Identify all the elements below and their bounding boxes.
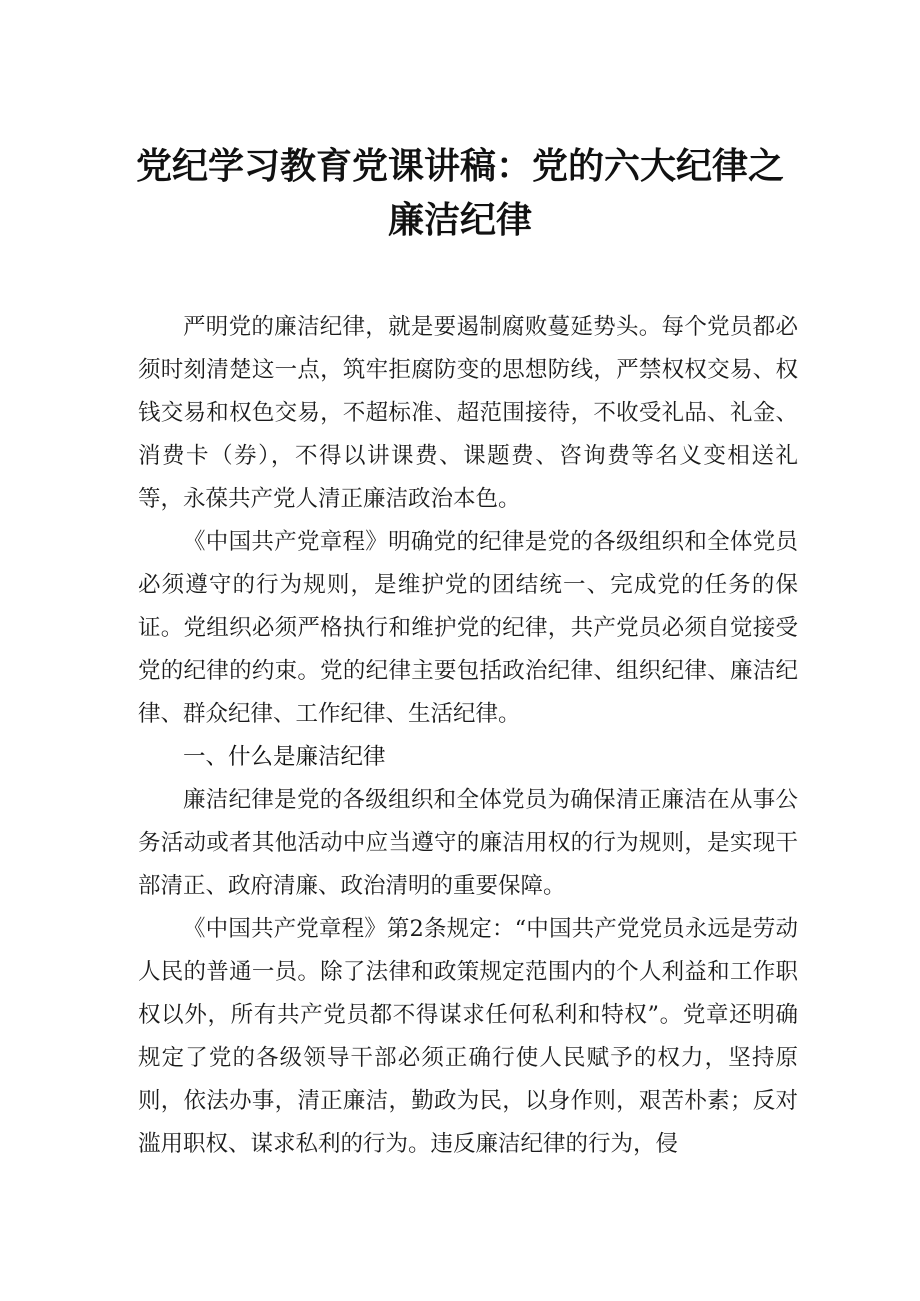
- paragraph-intro: 严明党的廉洁纪律，就是要遏制腐败蔓延势头。每个党员都必须时刻清楚这一点，筑牢拒腐防变的思想防线，严禁权权交易、权钱交易和权色交易，不超标准、超范围接待，不收受礼品、礼金、消费卡（券），不得以讲课费、课题费、咨询费等名义变相送礼等，永葆共产党人清正廉洁政治本色。: [138, 314, 798, 512]
- document-body: [138, 306, 798, 1166]
- paragraph-party-constitution: 《中国共产党章程》明确党的纪律是党的各级组织和全体党员必须遵守的行为规则，是维护党的团结统一、完成党的任务的保证。党组织必须严格执行和维护党的纪律，共产党员必须自觉接受党的纪律的约束。党的纪律主要包括政治纪律、组织纪律、廉洁纪律、群众纪律、工作纪律、生活纪律。: [138, 529, 798, 727]
- section-heading: 一、什么是廉洁纪律: [183, 744, 386, 770]
- paragraph-article-2: 《中国共产党章程》第2条规定：“中国共产党党员永远是劳动人民的普通一员。除了法律和政策规定范围内的个人利益和工作职权以外，所有共产党员都不得谋求任何私利和特权”。党章还明确规定了党的各级领导干部必须正确行使人民赋予的权力，坚持原则，依法办事，清正廉洁，勤政为民，以身作则，艰苦朴素；反对滥用职权、谋求私利的行为。违反廉洁纪律的行为，侵: [138, 916, 798, 1157]
- document-title-line-2: 廉洁纪律: [387, 200, 532, 241]
- document-title-line-1: 党纪学习教育党课讲稿：党的六大纪律之: [135, 146, 784, 187]
- paragraph-definition: 廉洁纪律是党的各级组织和全体党员为确保清正廉洁在从事公务活动或者其他活动中应当遵守的廉洁用权的行为规则，是实现干部清正、政府清廉、政治清明的重要保障。: [138, 787, 798, 899]
